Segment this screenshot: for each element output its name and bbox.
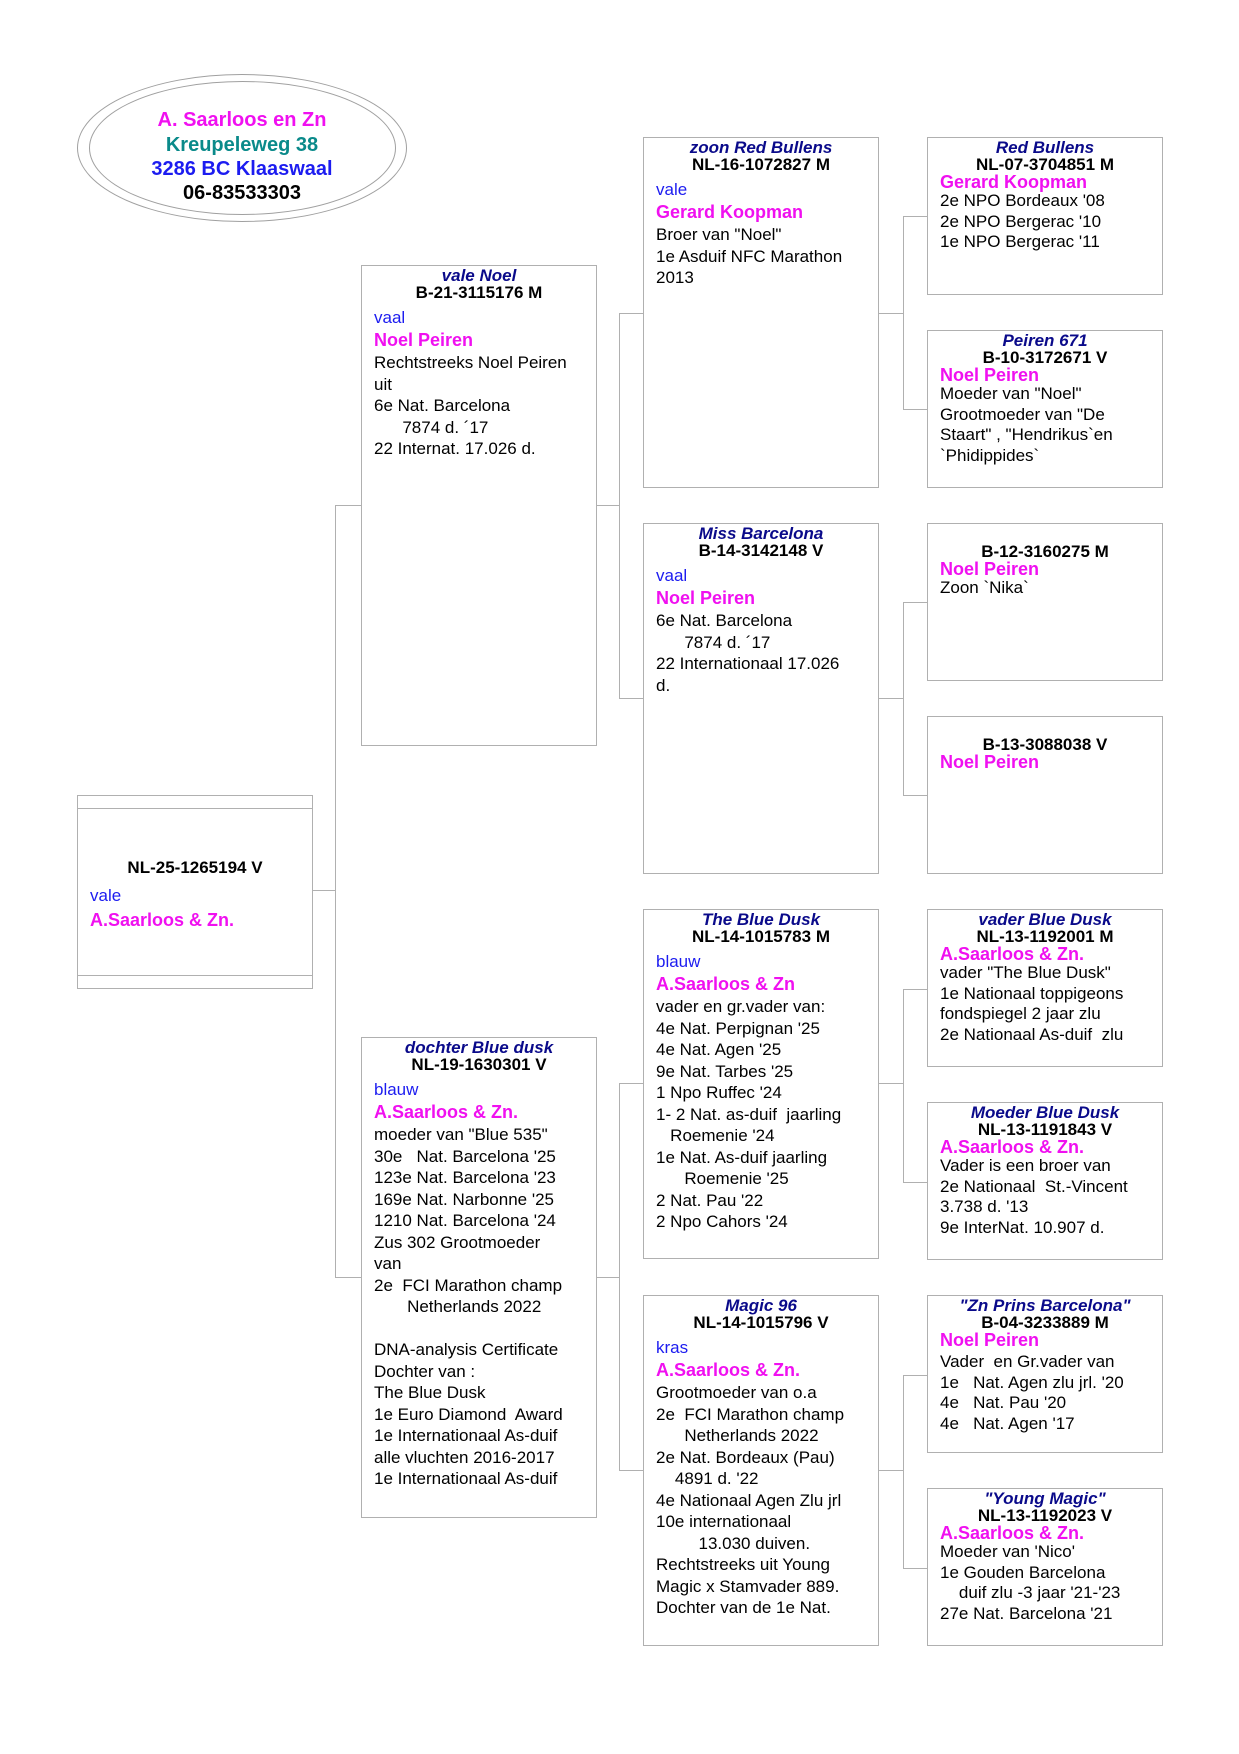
result-line: moeder van "Blue 535" xyxy=(374,1125,548,1144)
subject-owner: A.Saarloos & Zn. xyxy=(90,910,235,930)
result-line: 2e Nationaal St.-Vincent xyxy=(940,1176,1128,1196)
result-line: 22 Internat. 17.026 d. xyxy=(374,439,536,458)
result-line: 2e Nationaal As-duif zlu xyxy=(940,1024,1124,1044)
connector xyxy=(903,1182,927,1183)
result-line: Magic x Stamvader 889. xyxy=(656,1576,840,1596)
result-line: 4e Nat. Agen '17 xyxy=(940,1413,1075,1433)
fff-owner: Gerard Koopman xyxy=(940,172,1088,192)
mf-results xyxy=(656,996,866,1233)
father-results xyxy=(374,352,584,460)
result-line: 6e Nat. Barcelona xyxy=(374,396,511,415)
result-line: 2e Nat. Bordeaux (Pau) xyxy=(656,1447,835,1467)
result-line: 1 Npo Ruffec '24 xyxy=(656,1083,782,1102)
fm-color: vaal xyxy=(656,566,688,585)
connector xyxy=(903,1375,927,1376)
connector xyxy=(619,313,620,698)
result-line: 1e Nat. As-duif jaarling xyxy=(656,1147,828,1167)
result-line: Roemenie '24 xyxy=(656,1126,775,1145)
connector xyxy=(879,313,903,314)
ff-name: zoon Red Bullens xyxy=(689,138,833,157)
result-line xyxy=(374,1318,584,1340)
result-line: fondspiegel 2 jaar zlu xyxy=(940,1004,1101,1023)
connector xyxy=(596,1277,619,1278)
fff-ring: NL-07-3704851 M xyxy=(976,155,1114,174)
result-line: d. xyxy=(656,675,671,695)
result-line: 4e Nat. Pau '20 xyxy=(940,1393,1067,1412)
result-line: Staart" , "Hendrikus`en xyxy=(940,425,1113,444)
result-line: 169e Nat. Narbonne '25 xyxy=(374,1189,554,1209)
result-line: 9e Nat. Tarbes '25 xyxy=(656,1061,794,1081)
mf-owner: A.Saarloos & Zn xyxy=(656,974,796,994)
result-line: Zoon `Nika` xyxy=(940,578,1029,597)
ffm-results xyxy=(940,384,1150,466)
father-card xyxy=(361,265,597,746)
result-line: 123e Nat. Barcelona '23 xyxy=(374,1168,556,1187)
connector xyxy=(619,1083,643,1084)
connector xyxy=(313,890,335,891)
ffm-ring: B-10-3172671 V xyxy=(982,348,1108,367)
result-line: 7874 d. ´17 xyxy=(374,417,489,437)
father-ring: B-21-3115176 M xyxy=(415,283,543,302)
fmf-ring: B-12-3160275 M xyxy=(981,542,1109,561)
fm-owner: Noel Peiren xyxy=(656,588,756,608)
result-line: 27e Nat. Barcelona '21 xyxy=(940,1603,1113,1623)
result-line: duif zlu -3 jaar '21-'23 xyxy=(940,1583,1121,1602)
result-line: Netherlands 2022 xyxy=(656,1426,819,1445)
ffm-name: Peiren 671 xyxy=(1002,331,1088,350)
mmf-results xyxy=(940,1352,1150,1434)
fmm-ring: B-13-3088038 V xyxy=(982,735,1108,754)
fff-name: Red Bullens xyxy=(995,138,1095,157)
mmf-name: "Zn Prins Barcelona" xyxy=(959,1296,1131,1315)
result-line: Vader is een broer van xyxy=(940,1156,1111,1175)
result-line: Dochter van : xyxy=(374,1361,476,1381)
connector xyxy=(879,1470,903,1471)
result-line: alle vluchten 2016-2017 xyxy=(374,1447,555,1467)
result-line: van xyxy=(374,1254,402,1273)
mother-owner: A.Saarloos & Zn. xyxy=(374,1102,519,1122)
mm-owner: A.Saarloos & Zn. xyxy=(656,1360,801,1380)
mmm-card xyxy=(927,1488,1163,1646)
connector xyxy=(879,1083,903,1084)
fmf-card xyxy=(927,523,1163,681)
mfm-card xyxy=(927,1102,1163,1260)
mf-name: The Blue Dusk xyxy=(701,910,821,929)
result-line: 2013 xyxy=(656,268,694,287)
breeder-name: A. Saarloos en Zn xyxy=(157,109,327,131)
ffm-card xyxy=(927,330,1163,488)
ff-card xyxy=(643,137,879,488)
result-line: 30e Nat. Barcelona '25 xyxy=(374,1146,556,1166)
breeder-street: Kreupeleweg 38 xyxy=(165,134,319,156)
result-line: 1e Internationaal As-duif xyxy=(374,1469,558,1488)
result-line: uit xyxy=(374,374,392,394)
result-line: vader en gr.vader van: xyxy=(656,997,826,1016)
result-line: 2e NPO Bordeaux '08 xyxy=(940,191,1105,210)
result-line: Netherlands 2022 xyxy=(374,1297,542,1316)
result-line: Grootmoeder van "De xyxy=(940,404,1105,424)
mfm-name: Moeder Blue Dusk xyxy=(970,1103,1120,1122)
result-line: 22 Internationaal 17.026 xyxy=(656,654,840,673)
mff-ring: NL-13-1192001 M xyxy=(976,927,1114,946)
result-line: Dochter van de 1e Nat. xyxy=(656,1598,831,1617)
mother-ring: NL-19-1630301 V xyxy=(411,1055,547,1074)
result-line: 1e NPO Bergerac '11 xyxy=(940,232,1100,251)
connector xyxy=(903,795,927,796)
result-line: DNA-analysis Certificate xyxy=(374,1340,559,1359)
ffm-owner: Noel Peiren xyxy=(940,365,1040,385)
mf-color: blauw xyxy=(656,952,701,971)
connector xyxy=(619,698,643,699)
connector xyxy=(879,698,903,699)
mm-name: Magic 96 xyxy=(725,1296,797,1315)
fmm-card xyxy=(927,716,1163,874)
mmm-owner: A.Saarloos & Zn. xyxy=(940,1523,1085,1543)
connector xyxy=(903,989,927,990)
result-line: Roemenie '25 xyxy=(656,1169,789,1188)
mother-name: dochter Blue dusk xyxy=(404,1038,554,1057)
connector xyxy=(903,1568,927,1569)
ff-results xyxy=(656,224,866,289)
result-line: 13.030 duiven. xyxy=(656,1533,811,1553)
mff-results xyxy=(940,963,1150,1045)
ff-color: vale xyxy=(656,180,688,199)
mfm-results xyxy=(940,1156,1150,1238)
connector xyxy=(903,409,927,410)
subject-ring: NL-25-1265194 V xyxy=(127,858,263,877)
connector xyxy=(596,505,619,506)
father-owner: Noel Peiren xyxy=(374,330,474,350)
result-line: vader "The Blue Dusk" xyxy=(940,963,1111,982)
mmf-ring: B-04-3233889 M xyxy=(981,1313,1109,1332)
mmf-card xyxy=(927,1295,1163,1453)
result-line: Rechtstreeks Noel Peiren xyxy=(374,353,567,372)
ff-owner: Gerard Koopman xyxy=(656,202,804,222)
result-line: 2e FCI Marathon champ xyxy=(374,1275,563,1295)
result-line: Grootmoeder van o.a xyxy=(656,1383,817,1402)
mff-card xyxy=(927,909,1163,1067)
mother-results xyxy=(374,1124,584,1490)
mm-card xyxy=(643,1295,879,1646)
fff-results xyxy=(940,191,1150,253)
connector xyxy=(903,989,904,1182)
breeder-city: 3286 BC Klaaswaal xyxy=(151,158,333,180)
result-line: 2e FCI Marathon champ xyxy=(656,1404,845,1424)
result-line: 2 Nat. Pau '22 xyxy=(656,1190,764,1210)
father-name: vale Noel xyxy=(441,266,517,285)
result-line: 7874 d. ´17 xyxy=(656,632,771,652)
connector xyxy=(619,313,643,314)
result-line: The Blue Dusk xyxy=(374,1383,486,1402)
fm-card xyxy=(643,523,879,874)
mmm-name: "Young Magic" xyxy=(984,1489,1106,1508)
connector xyxy=(903,216,904,409)
fmf-owner: Noel Peiren xyxy=(940,559,1040,579)
result-line: 4e Nat. Agen '25 xyxy=(656,1040,782,1059)
fm-name: Miss Barcelona xyxy=(698,524,824,543)
mf-ring: NL-14-1015783 M xyxy=(692,927,830,946)
result-line: 1e Nationaal toppigeons xyxy=(940,983,1124,1003)
result-line: 1e Nat. Agen zlu jrl. '20 xyxy=(940,1372,1124,1392)
result-line: 4891 d. '22 xyxy=(656,1469,759,1488)
subject-card xyxy=(77,795,313,989)
fm-results xyxy=(656,610,866,696)
result-line: Broer van "Noel" xyxy=(656,225,782,244)
result-line: 1e Euro Diamond Award xyxy=(374,1404,563,1424)
connector xyxy=(903,1375,904,1568)
connector xyxy=(903,216,927,217)
result-line: Rechtstreeks uit Young xyxy=(656,1555,830,1574)
mff-name: vader Blue Dusk xyxy=(978,910,1112,929)
result-line: Moeder van "Noel" xyxy=(940,384,1082,403)
mm-color: kras xyxy=(656,1338,689,1357)
connector xyxy=(335,505,361,506)
result-line: 4e Nationaal Agen Zlu jrl xyxy=(656,1490,842,1510)
result-line: 1e Asduif NFC Marathon xyxy=(656,246,843,266)
connector xyxy=(335,1277,361,1278)
fmm-owner: Noel Peiren xyxy=(940,752,1040,772)
result-line: `Phidippides` xyxy=(940,445,1040,465)
mmf-owner: Noel Peiren xyxy=(940,1330,1040,1350)
result-line: 2 Npo Cahors '24 xyxy=(656,1212,788,1231)
result-line: 1- 2 Nat. as-duif jaarling xyxy=(656,1104,842,1124)
connector xyxy=(619,1470,643,1471)
mff-owner: A.Saarloos & Zn. xyxy=(940,944,1085,964)
fm-ring: B-14-3142148 V xyxy=(698,541,824,560)
result-line: 1210 Nat. Barcelona '24 xyxy=(374,1211,556,1230)
connector xyxy=(903,602,904,795)
result-line: 9e InterNat. 10.907 d. xyxy=(940,1217,1105,1237)
fff-card xyxy=(927,137,1163,295)
mm-ring: NL-14-1015796 V xyxy=(693,1313,829,1332)
mfm-ring: NL-13-1191843 V xyxy=(977,1120,1113,1139)
result-line: 4e Nat. Perpignan '25 xyxy=(656,1018,820,1038)
result-line: 10e internationaal xyxy=(656,1512,792,1531)
connector xyxy=(903,602,927,603)
result-line: 2e NPO Bergerac '10 xyxy=(940,211,1102,231)
father-color: vaal xyxy=(374,308,406,327)
connector xyxy=(619,1083,620,1470)
mf-card xyxy=(643,909,879,1259)
mother-card xyxy=(361,1037,597,1518)
mm-results xyxy=(656,1382,866,1619)
result-line: 3.738 d. '13 xyxy=(940,1197,1029,1216)
mmm-results xyxy=(940,1542,1150,1624)
ff-ring: NL-16-1072827 M xyxy=(692,155,830,174)
mother-color: blauw xyxy=(374,1080,419,1099)
fmf-results xyxy=(940,578,1150,599)
breeder-phone: 06-83533303 xyxy=(183,182,301,204)
result-line: 1e Gouden Barcelona xyxy=(940,1562,1106,1582)
connector xyxy=(335,505,336,1277)
result-line: Zus 302 Grootmoeder xyxy=(374,1232,541,1252)
result-line: Vader en Gr.vader van xyxy=(940,1352,1115,1371)
result-line: Moeder van 'Nico' xyxy=(940,1542,1075,1561)
result-line: 1e Internationaal As-duif xyxy=(374,1426,558,1445)
subject-color: vale xyxy=(90,886,122,905)
mmm-ring: NL-13-1192023 V xyxy=(977,1506,1113,1525)
result-line: 6e Nat. Barcelona xyxy=(656,611,793,630)
mfm-owner: A.Saarloos & Zn. xyxy=(940,1137,1085,1157)
